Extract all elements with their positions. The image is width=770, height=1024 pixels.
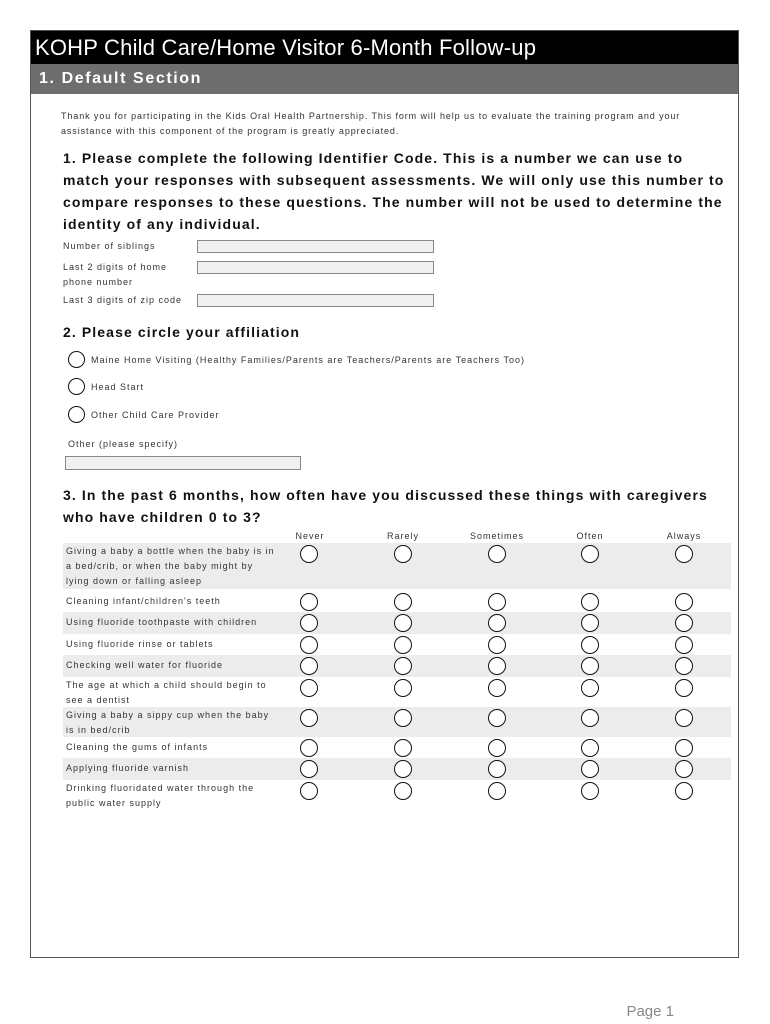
- frequency-radio-sometimes[interactable]: [488, 545, 506, 563]
- affiliation-label-other-provider: Other Child Care Provider: [91, 410, 220, 420]
- grid-row-label: Drinking fluoridated water through the public water supply: [66, 783, 255, 808]
- frequency-radio-often[interactable]: [581, 614, 599, 632]
- frequency-radio-sometimes[interactable]: [488, 782, 506, 800]
- frequency-radio-often[interactable]: [581, 636, 599, 654]
- frequency-radio-sometimes[interactable]: [488, 593, 506, 611]
- zip-digits-field[interactable]: [197, 294, 434, 307]
- grid-row: [63, 634, 731, 655]
- affiliation-label-head-start: Head Start: [91, 382, 145, 392]
- frequency-radio-often[interactable]: [581, 760, 599, 778]
- scale-header-rarely: Rarely: [386, 531, 419, 541]
- grid-row-label: Cleaning infant/children's teeth: [66, 596, 221, 606]
- frequency-radio-always[interactable]: [675, 782, 693, 800]
- frequency-radio-often[interactable]: [581, 679, 599, 697]
- form-frame: [30, 30, 739, 1020]
- grid-row: [63, 612, 731, 634]
- affiliation-radio-head-start[interactable]: [68, 378, 85, 395]
- scale-header-often: Often: [576, 531, 604, 541]
- frequency-radio-rarely[interactable]: [394, 739, 412, 757]
- frequency-radio-never[interactable]: [300, 739, 318, 757]
- frequency-radio-always[interactable]: [675, 739, 693, 757]
- grid-row-label: Giving a baby a sippy cup when the baby is in bed/crib: [66, 710, 270, 735]
- question-1-title: 1. Please complete the following Identifier Code. This is a number we can use to match your responses with subsequent assessments. We will only use this number to compare responses to these questions. The number will not be used to determine the identity of any individual.: [63, 150, 725, 232]
- frequency-radio-rarely[interactable]: [394, 545, 412, 563]
- grid-row: [63, 737, 731, 758]
- grid-row: [63, 780, 731, 810]
- frequency-radio-always[interactable]: [675, 679, 693, 697]
- frequency-radio-rarely[interactable]: [394, 593, 412, 611]
- frequency-radio-sometimes[interactable]: [488, 739, 506, 757]
- frequency-radio-often[interactable]: [581, 545, 599, 563]
- scale-header-always: Always: [666, 531, 702, 541]
- frequency-radio-rarely[interactable]: [394, 636, 412, 654]
- page-number: Page 1: [626, 1003, 674, 1020]
- frequency-radio-often[interactable]: [581, 739, 599, 757]
- frequency-radio-always[interactable]: [675, 614, 693, 632]
- other-specify-field[interactable]: [65, 456, 301, 470]
- grid-row-label: Using fluoride rinse or tablets: [66, 639, 214, 649]
- frequency-radio-often[interactable]: [581, 782, 599, 800]
- frequency-radio-often[interactable]: [581, 709, 599, 727]
- siblings-field[interactable]: [197, 240, 434, 253]
- question-2-title: 2. Please circle your affiliation: [63, 324, 301, 340]
- frequency-radio-sometimes[interactable]: [488, 709, 506, 727]
- frequency-radio-sometimes[interactable]: [488, 657, 506, 675]
- grid-row-label: Checking well water for fluoride: [66, 660, 224, 670]
- affiliation-label-home-visiting: Maine Home Visiting (Healthy Families/Parents are Teachers/Parents are Teachers Too): [91, 355, 525, 365]
- grid-row: [63, 655, 731, 677]
- frequency-radio-always[interactable]: [675, 545, 693, 563]
- field-label-siblings: Number of siblings: [63, 241, 156, 251]
- grid-row-label: Giving a baby a bottle when the baby is in a bed/crib, or when the baby might by lying down or falling asleep: [66, 546, 275, 586]
- frequency-radio-often[interactable]: [581, 593, 599, 611]
- frequency-radio-rarely[interactable]: [394, 782, 412, 800]
- scale-header-sometimes: Sometimes: [469, 531, 524, 541]
- frequency-radio-never[interactable]: [300, 679, 318, 697]
- frequency-radio-always[interactable]: [675, 593, 693, 611]
- frequency-radio-often[interactable]: [581, 657, 599, 675]
- frequency-radio-always[interactable]: [675, 636, 693, 654]
- frequency-radio-never[interactable]: [300, 709, 318, 727]
- frequency-radio-rarely[interactable]: [394, 709, 412, 727]
- frequency-radio-never[interactable]: [300, 782, 318, 800]
- grid-row-label: The age at which a child should begin to see a dentist: [66, 680, 267, 705]
- grid-row-label: Applying fluoride varnish: [66, 763, 190, 773]
- frequency-radio-never[interactable]: [300, 593, 318, 611]
- frequency-radio-never[interactable]: [300, 636, 318, 654]
- field-label-zip: Last 3 digits of zip code: [63, 295, 183, 305]
- section-header: 1. Default Section: [31, 64, 738, 94]
- phone-digits-field[interactable]: [197, 261, 434, 274]
- frequency-radio-always[interactable]: [675, 760, 693, 778]
- frequency-radio-rarely[interactable]: [394, 679, 412, 697]
- grid-row: [63, 758, 731, 780]
- field-label-phone: Last 2 digits of home phone number: [63, 262, 168, 287]
- frequency-radio-sometimes[interactable]: [488, 636, 506, 654]
- frequency-radio-never[interactable]: [300, 657, 318, 675]
- grid-row: [63, 543, 731, 589]
- frequency-radio-never[interactable]: [300, 545, 318, 563]
- frequency-radio-sometimes[interactable]: [488, 679, 506, 697]
- affiliation-radio-home-visiting[interactable]: [68, 351, 85, 368]
- grid-row: [63, 707, 731, 737]
- frequency-radio-always[interactable]: [675, 657, 693, 675]
- grid-row-label: Using fluoride toothpaste with children: [66, 617, 258, 627]
- intro-text: Thank you for participating in the Kids Oral Health Partnership. This form will help us to evaluate the training program and your assistance with this component of the program is greatly appreciated.: [61, 111, 681, 136]
- frequency-radio-rarely[interactable]: [394, 614, 412, 632]
- frequency-radio-sometimes[interactable]: [488, 614, 506, 632]
- other-specify-label: Other (please specify): [68, 439, 179, 449]
- frequency-radio-never[interactable]: [300, 760, 318, 778]
- frequency-radio-never[interactable]: [300, 614, 318, 632]
- form-title: KOHP Child Care/Home Visitor 6-Month Follow-up: [31, 31, 738, 64]
- grid-row: [63, 677, 731, 707]
- frequency-radio-sometimes[interactable]: [488, 760, 506, 778]
- affiliation-radio-other-provider[interactable]: [68, 406, 85, 423]
- scale-header-never: Never: [295, 531, 325, 541]
- frequency-radio-rarely[interactable]: [394, 657, 412, 675]
- frequency-radio-rarely[interactable]: [394, 760, 412, 778]
- frequency-radio-always[interactable]: [675, 709, 693, 727]
- question-3-title: 3. In the past 6 months, how often have you discussed these things with caregivers who have children 0 to 3?: [63, 487, 708, 525]
- grid-row: [63, 591, 731, 612]
- grid-row-label: Cleaning the gums of infants: [66, 742, 209, 752]
